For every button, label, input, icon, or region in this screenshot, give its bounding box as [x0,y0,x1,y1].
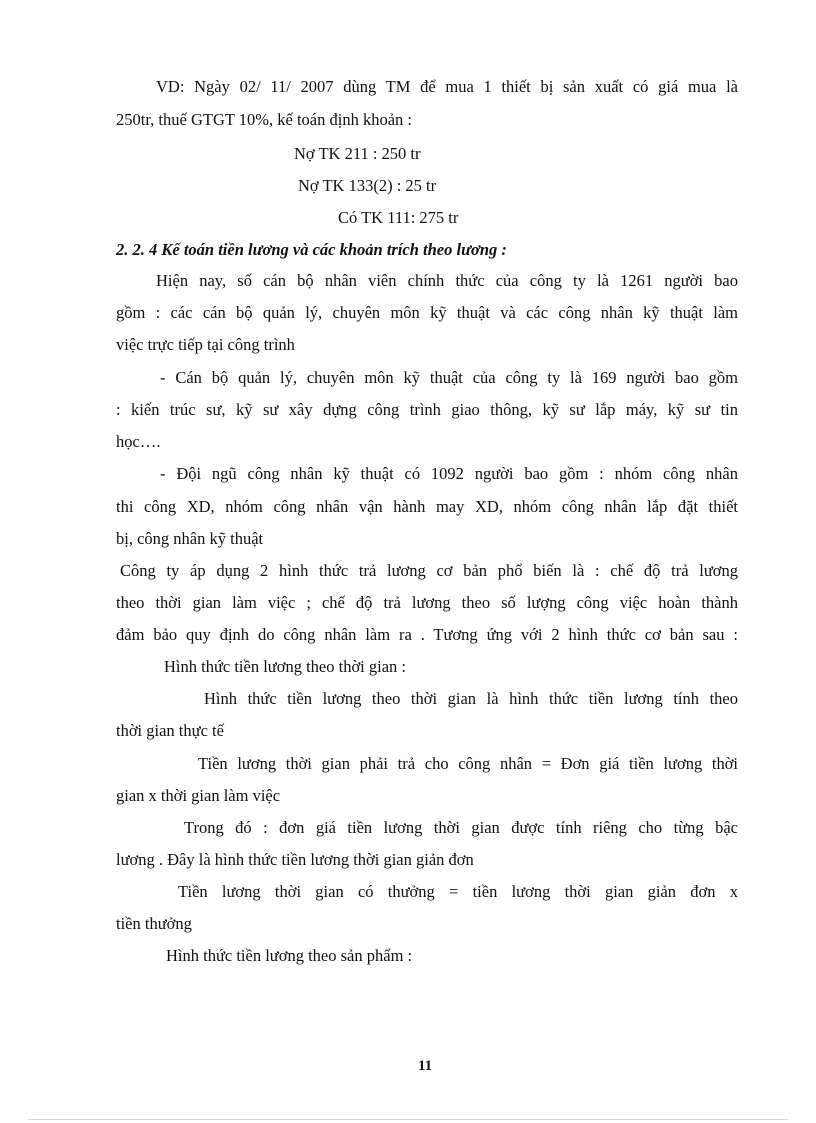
subheading: Hình thức tiền lương theo sản phẩm : [166,946,413,965]
text-line: Hiện nay, số cán bộ nhân viên chính thức của công ty là 1261 người bao [156,271,738,290]
text-line: tiền thưởng [116,914,192,933]
text-line: việc trực tiếp tại công trình [116,335,295,354]
formula-line: Tiền lương thời gian có thưởng = tiền lương thời gian giản đơn x [178,882,738,901]
text-line: thời gian thực tế [116,721,224,740]
text-line: đảm bảo quy định do công nhân làm ra . Tương ứng với 2 hình thức cơ bản sau : [116,625,738,644]
subheading: Hình thức tiền lương theo thời gian : [164,657,407,676]
text-line: bị, công nhân kỹ thuật [116,529,264,548]
journal-entry-debit: Nợ TK 211 : 250 tr [294,144,421,163]
text-line: Trong đó : đơn giá tiền lương thời gian được tính riêng cho từng bậc [184,818,738,837]
text-line: : kiến trúc sư, kỹ sư xây dựng công trình giao thông, kỹ sư lắp máy, kỹ sư tin [116,400,738,419]
journal-entry-credit: Có TK 111: 275 tr [338,208,459,227]
text-line: Hình thức tiền lương theo thời gian là hình thức tiền lương tính theo [204,689,738,708]
section-heading: 2. 2. 4 Kế toán tiền lương và các khoản trích theo lương : [116,240,507,259]
page-number: 11 [418,1058,433,1074]
formula-line: gian x thời gian làm việc [116,786,281,805]
journal-entry-debit: Nợ TK 133(2) : 25 tr [298,176,437,195]
text-line: học…. [116,432,161,451]
text-line: theo thời gian làm việc ; chế độ trả lương theo số lượng công việc hoàn thành [116,593,738,612]
text-line: Công ty áp dụng 2 hình thức trả lương cơ bản phổ biến là : chế độ trả lương [120,561,738,580]
text-line: - Đội ngũ công nhân kỹ thuật có 1092 người bao gồm : nhóm công nhân [160,464,738,483]
text-line: thi công XD, nhóm công nhân vận hành may XD, nhóm công nhân lắp đặt thiết [116,497,738,516]
text-line: gồm : các cán bộ quản lý, chuyên môn kỹ thuật và các công nhân kỹ thuật làm [116,303,738,322]
text-line: - Cán bộ quản lý, chuyên môn kỹ thuật của công ty là 169 người bao gồm [160,368,738,387]
formula-line: Tiền lương thời gian phải trả cho công nhân = Đơn giá tiền lương thời [198,754,738,773]
text-line: VD: Ngày 02/ 11/ 2007 dùng TM để mua 1 thiết bị sản xuất có giá mua là [156,77,738,96]
text-line: lương . Đây là hình thức tiền lương thời gian giản đơn [116,850,474,869]
text-line: 250tr, thuế GTGT 10%, kế toán định khoản : [116,110,412,129]
page-bottom-divider [28,1119,788,1120]
